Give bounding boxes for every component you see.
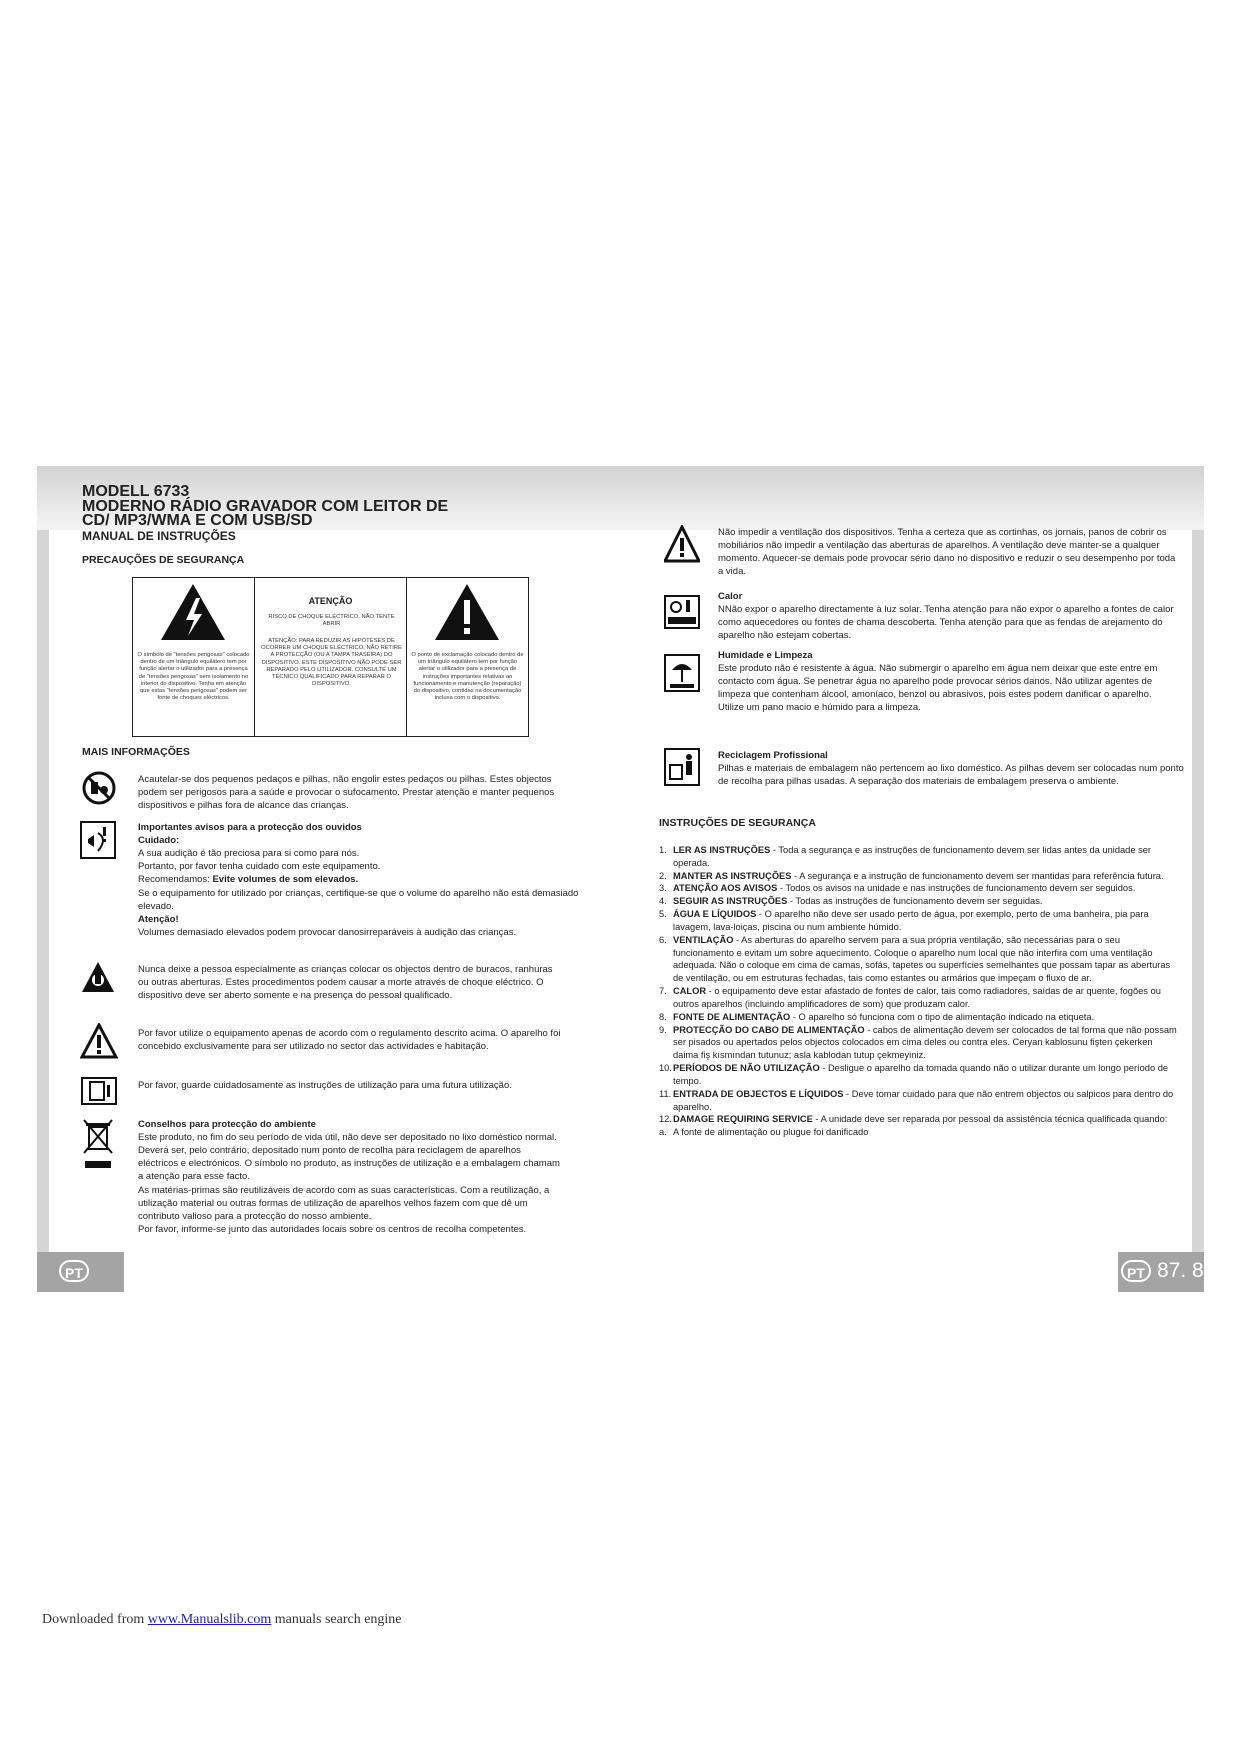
environment-p1: Este produto, no fim do seu período de vida útil, não deve ser depositado no lixo doméstico normal. Deverá ser, pelo contrário, depositado num ponto de recolha para reciclagem de aparelhos eléctricos e electrónicos. O símbolo no produto, as instruções de utilização e a embalagem chamam a atenção para esse facto.	[138, 1132, 560, 1183]
instruction-content	[673, 934, 1179, 985]
instruction-item	[659, 844, 1179, 870]
caution-label: Cuidado:	[138, 835, 180, 847]
recommend-bold: Evite volumes de som elevados.	[212, 874, 359, 886]
right-margin-bar	[1192, 530, 1204, 1256]
instruction-title: ÁGUA E LÍQUIDOS	[673, 909, 757, 920]
hearing-line1: A sua audição é tão preciosa para si como para nós.	[138, 848, 360, 860]
product-title-line1: MODERNO RÁDIO GRAVADOR COM LEITOR DE	[82, 498, 449, 515]
instruction-number: 12.	[659, 1114, 672, 1125]
recycling-icon	[664, 748, 700, 786]
no-small-parts-icon	[81, 770, 117, 806]
instruction-number: 10.	[659, 1063, 672, 1074]
footer-left-bar	[37, 1252, 124, 1292]
language-badge-left: PT	[59, 1260, 89, 1282]
warning-box	[132, 577, 529, 737]
language-badge-right: PT	[1121, 1260, 1151, 1282]
instruction-text: - Toda a segurança e as instruções de funcionamento devem ser lidas antes da unidade ser operada.	[673, 845, 1151, 868]
instruction-content	[673, 1126, 1179, 1139]
instruction-content	[673, 1062, 1179, 1088]
instruction-text: A fonte de alimentação ou plugue foi danificado	[673, 1127, 869, 1138]
instruction-content	[673, 882, 1179, 895]
instruction-text: - O aparelho só funciona com o tipo de alimentação indicado na etiqueta.	[790, 1011, 1095, 1022]
shock-symbol-text: O símbolo de "tensões perigosas" colocado dentro de um triângulo equilátero tem por função alertar o utilizador para a presença de "tensões perigosas" sem isolamento no interior do dispositivo. Tenha em atenção que estas "tensões perigosas" podem ser fonte de choques eléctricos.	[137, 652, 250, 702]
environment-title: Conselhos para protecção do ambiente	[138, 1119, 316, 1130]
instruction-number: 2.	[659, 870, 667, 881]
instruction-title: DAMAGE REQUIRING SERVICE	[673, 1114, 813, 1125]
footer-right-bar	[1118, 1252, 1204, 1292]
instruction-text: - A unidade deve ser reparada por pessoal da assistência técnica qualificada quando:	[812, 1114, 1168, 1125]
instruction-title: ATENÇÃO AOS AVISOS	[673, 883, 778, 894]
shock-risk-text: RISCO DE CHOQUE ELÉCTRICO, NÃO TENTE ABRIR	[268, 614, 395, 628]
safety-instructions-heading: INSTRUÇÕES DE SEGURANÇA	[659, 817, 816, 829]
instruction-item	[659, 908, 1179, 934]
no-objects-warning-icon	[80, 960, 116, 994]
instruction-number: 7.	[659, 986, 667, 997]
hearing-line5: Volumes demasiado elevados podem provocar danosirreparáveis à audição das crianças.	[138, 926, 517, 938]
instruction-item	[659, 882, 1179, 895]
hearing-section	[138, 821, 583, 939]
warning-box-left	[133, 578, 254, 736]
instruction-item	[659, 985, 1179, 1011]
ear-protection-icon	[80, 821, 116, 859]
heat-text: NNão expor o aparelho directamente à luz solar. Tenha atenção para não expor o aparelho a fontes de calor como aquecedores ou fontes de chama descoberta. Tenha atenção para que as fendas de arejamento do aparelho não estejam cobertas.	[718, 604, 1174, 642]
attention-title: ATENÇÃO	[308, 596, 353, 606]
recycling-text: Pilhas e materiais de embalagem não pertencem ao lixo doméstico. As pilhas devem ser colocadas num ponto de recolha para pilhas usadas. A separação dos materiais de embalagem preserva o ambiente.	[718, 763, 1184, 788]
warning-box-center	[254, 578, 407, 736]
instruction-item	[659, 870, 1179, 883]
instruction-item	[659, 1088, 1179, 1114]
page-number: 87. 8	[1157, 1259, 1204, 1282]
instruction-title: MANTER AS INSTRUÇÕES	[673, 870, 792, 881]
instruction-number: 9.	[659, 1024, 667, 1035]
instruction-content	[673, 1011, 1179, 1024]
environment-section	[138, 1118, 563, 1236]
instruction-content	[673, 1088, 1179, 1114]
more-info-heading: MAIS INFORMAÇÕES	[82, 746, 190, 758]
instruction-text: - cabos de alimentação devem ser colocados de tal forma que não possam ser pisados ou apertados pelos objectos colocados em cima deles ou contra eles. Ceryan kablosunu fişten çekerken daima fiş kısmından tutunuz; asla kablodan tutup çekmeyiniz.	[673, 1024, 1177, 1061]
instruction-item	[659, 1024, 1179, 1062]
safety-instructions-list	[659, 844, 1179, 1139]
hearing-title: Importantes avisos para a protecção dos ouvidos	[138, 822, 362, 833]
instruction-number: 1.	[659, 845, 667, 855]
model-title: MODELL 6733	[82, 483, 190, 500]
recommend-prefix: Recomendamos:	[138, 874, 213, 886]
instruction-item	[659, 1062, 1179, 1088]
instruction-content	[673, 1024, 1179, 1062]
instruction-content	[673, 895, 1179, 908]
exclamation-symbol-text: O ponto de exclamação colocado dentro de um triângulo equilátero tem por função alertar o utilizador para a presença de instruções importantes relativas ao funcionamento e manutenção (reparação) do dispositivo, contidas na documentação inclusa com o dispositivo.	[411, 652, 524, 702]
ventilation-text: Não impedir a ventilação dos dispositivos. Tenha a certeza que as cortinhas, os jornais, panos de cobrir os mobiliários não impedir a ventilação das aberturas de aparelhos. A ventilação deve manter-se a qualquer momento. Aquecer-se demais pode provocar sério dano no dispositivo e reduzir o seu desempenho por toda a vida.	[718, 527, 1176, 578]
recycling-section	[718, 749, 1188, 788]
objects-text: Nunca deixe a pessoa especialmente as crianças colocar os objectos dentro de buracos, ranhuras ou outras aberturas. Estes procedimentos podem causar a morte através de choque eléctrico. O dispositivo deve ser aberto somente e na presença do pessoal qualificado.	[138, 964, 553, 1002]
heat-title: Calor	[718, 591, 743, 602]
keep-manual-text: Por favor, guarde cuidadosamente as instruções de utilização para uma futura utilização.	[138, 1080, 512, 1091]
heat-section	[718, 590, 1178, 642]
warning-box-right	[407, 578, 528, 736]
instruction-number: 11.	[659, 1088, 672, 1099]
safety-heading: PRECAUÇÕES DE SEGURANÇA	[82, 554, 245, 566]
manual-book-icon	[81, 1077, 117, 1105]
instruction-title: SEGUIR AS INSTRUÇÕES	[673, 896, 788, 907]
instruction-title: FONTE DE ALIMENTAÇÃO	[673, 1011, 791, 1022]
instruction-text: - Todos os avisos na unidade e nas instruções de funcionamento devem ser seguidos.	[777, 883, 1136, 894]
instruction-number: 4.	[659, 896, 667, 907]
instruction-text: - Todas as instruções de funcionamento devem ser seguidas.	[787, 896, 1043, 907]
attention-label: Atenção!	[138, 913, 179, 925]
instruction-item	[659, 895, 1179, 908]
humidity-icon	[664, 654, 700, 692]
hearing-line2: Portanto, por favor tenha cuidado com este equipamento.	[138, 861, 381, 873]
instruction-title: LER AS INSTRUÇÕES	[673, 845, 771, 855]
instruction-item	[659, 1126, 1179, 1139]
humidity-section	[718, 649, 1178, 715]
instruction-content	[673, 844, 1179, 870]
instruction-title: ENTRADA DE OBJECTOS E LÍQUIDOS	[673, 1088, 844, 1099]
manualslib-link[interactable]: www.Manualslib.com	[147, 1612, 272, 1627]
instruction-content	[673, 1113, 1179, 1126]
instruction-text: - o equipamento deve estar afastado de fontes de calor, tais como radiadores, saídas de ar quente, fogões ou outros aparelhos (incluindo amplificadores de som) que produzam calor.	[673, 986, 1161, 1009]
instruction-number: 3.	[659, 883, 667, 894]
product-title-line2: CD/ MP3/WMA E COM USB/SD	[82, 512, 313, 529]
instruction-content	[673, 985, 1179, 1011]
instruction-number: a.	[659, 1127, 667, 1138]
electric-shock-triangle-icon	[159, 582, 227, 642]
humidity-title: Humidade e Limpeza	[718, 650, 813, 661]
environment-p2: As matérias-primas são reutilizáveis de acordo com as suas características. Com a reutilização, a utilização material ou outras formas de utilização de aparelhos velhos fazem com que dê um contributo valioso para a protecção do nosso ambiente.	[138, 1184, 550, 1222]
instruction-item	[659, 1011, 1179, 1024]
instruction-text: - Deve tomar cuidado para que não entrem objectos ou salpicos para dentro do aparelho.	[673, 1088, 1174, 1112]
instruction-content	[673, 908, 1179, 934]
instruction-number: 6.	[659, 934, 667, 945]
hearing-line4: Se o equipamento for utilizado por crianças, certifique-se que o volume do aparelho não está demasiado elevado.	[138, 887, 579, 912]
instruction-text: - Desligue o aparelho da tomada quando não o utilizar durante um longo período de tempo.	[673, 1063, 1169, 1086]
instruction-title: PERÍODOS DE NÃO UTILIZAÇÃO	[673, 1063, 820, 1074]
small-parts-text: Acautelar-se dos pequenos pedaços e pilhas, não engolir estes pedaços ou pilhas. Estes objectos podem ser perigosos para a saúde e provocar o sufocamento. Prestar atenção e manter pequenos dispositivos e pilhas fora de alcance das crianças.	[138, 774, 555, 812]
instruction-text: - As aberturas do aparelho servem para a sua própria ventilação, são necessárias para o seu funcionamento e evitam um sobre aquecimento. Coloque o aparelho num local que não interfira com uma ventilação adequada. Não o coloque em cima de camas, sofás, tapetes ou superfícies semelhantes que possam tapar as aberturas de ventilação, ou em estruturas fechadas, tais como estantes ou armários que impeçam o fluxo de ar.	[673, 934, 1171, 984]
manual-page-spread	[37, 466, 1204, 1292]
download-footer	[42, 1612, 402, 1628]
instruction-content	[673, 870, 1179, 883]
left-margin-bar	[37, 530, 49, 1256]
instruction-title: CALOR	[673, 986, 707, 997]
exclamation-triangle-icon	[433, 582, 501, 642]
download-suffix: manuals search engine	[271, 1612, 402, 1627]
instruction-text: - A segurança e a instrução de funcionamento devem ser mantidas para referência futura.	[791, 870, 1164, 881]
instruction-item	[659, 934, 1179, 985]
warning-triangle-icon	[80, 1023, 118, 1059]
usage-text: Por favor utilize o equipamento apenas de acordo com o regulamento descrito acima. O aparelho foi concebido exclusivamente para ser utilizado no sector das actividades e habitação.	[138, 1028, 561, 1053]
humidity-text: Este produto não é resistente à água. Não submergir o aparelho em água nem deixar que este entre em contacto com água. Se penetrar água no aparelho pode provocar sérios danos. Não utilizar agentes de limpeza que contenham álcool, amoníaco, benzol ou abrasivos, pois estes podem danificar o aparelho. Utilize um pano macio e húmido para a limpeza.	[718, 663, 1158, 714]
instruction-title: VENTILAÇÃO	[673, 934, 734, 945]
manual-title: MANUAL DE INSTRUÇÕES	[82, 529, 236, 543]
instruction-text: - O aparelho não deve ser usado perto de água, por exemplo, perto de uma banheira, pia para lavagem, lava-loiças, piscina ou num ambiente húmido.	[673, 909, 1149, 932]
download-prefix: Downloaded from	[42, 1612, 148, 1627]
environment-p3: Por favor, informe-se junto das autoridades locais sobre os centros de recolha competentes.	[138, 1223, 527, 1235]
instruction-title: PROTECÇÃO DO CABO DE ALIMENTAÇÃO	[673, 1024, 865, 1035]
crossed-bin-icon	[82, 1117, 114, 1171]
ventilation-warning-icon	[664, 525, 700, 563]
max-temperature-icon	[664, 595, 700, 629]
attention-text: ATENÇÃO: PARA REDUZIR AS HIPÓTESES DE OCORRER UM CHOQUE ELÉCTRICO, NÃO RETIRE A PROTECÇÃO (OU A TAMPA TRASEIRA) DO DISPOSITIVO. ESTE DISPOSITIVO NÃO PODE SER REPARADO PELO UTILIZADOR. CONSULTE UM TÉCNICO QUALIFICADO PARA REPARAR O DISPOSITIVO.	[261, 638, 402, 688]
instruction-number: 5.	[659, 909, 667, 920]
instruction-number: 8.	[659, 1011, 667, 1022]
recycling-title: Reciclagem Profissional	[718, 750, 828, 761]
instruction-item	[659, 1113, 1179, 1126]
